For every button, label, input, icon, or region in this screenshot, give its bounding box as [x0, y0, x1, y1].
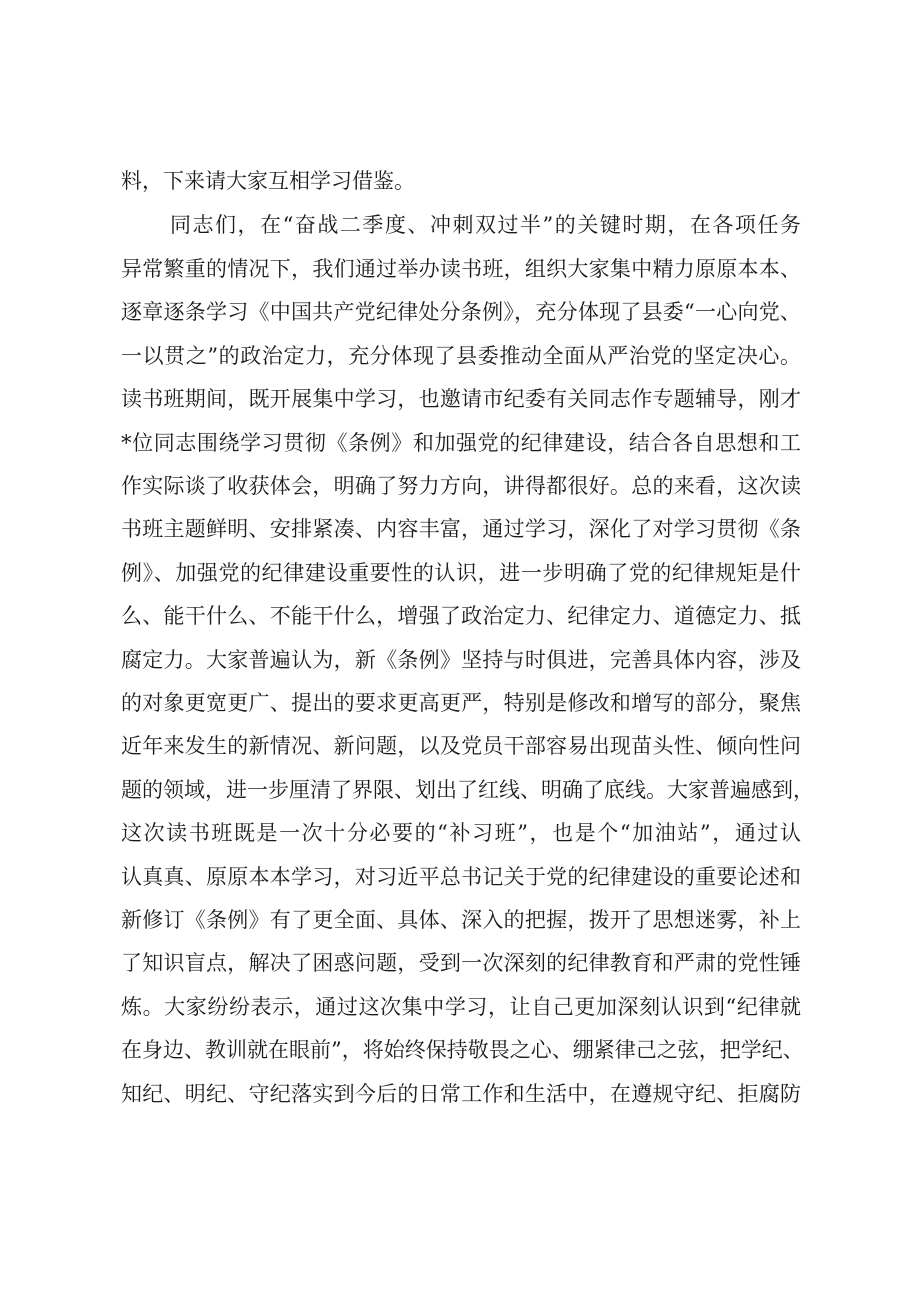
- text-line: 同志们，在“奋战二季度、冲刺双过半”的关键时期，在各项任务: [170, 213, 801, 237]
- text-line: *位同志围绕学习贯彻《条例》和加强党的纪律建设，结合各自思想和工: [121, 431, 801, 455]
- text-line: 知纪、明纪、守纪落实到今后的日常工作和生活中，在遵规守纪、拒腐防: [121, 1082, 801, 1106]
- text-line: 炼。大家纷纷表示，通过这次集中学习，让自己更加深刻认识到“纪律就: [121, 995, 801, 1019]
- text-line: 逐章逐条学习《中国共产党纪律处分条例》，充分体现了县委“一心向党、: [121, 300, 801, 324]
- text-line: 腐定力。大家普遍认为，新《条例》坚持与时俱进，完善具体内容，涉及: [121, 648, 801, 672]
- text-line: 新修订《条例》有了更全面、具体、深入的把握，拨开了思想迷雾，补上: [121, 908, 801, 932]
- text-line: 题的领域，进一步厘清了界限、划出了红线、明确了底线。大家普遍感到，: [121, 778, 814, 802]
- text-line: 作实际谈了收获体会，明确了努力方向，讲得都很好。总的来看，这次读: [121, 474, 801, 498]
- text-line: 的对象更宽更广、提出的要求更高更严，特别是修改和增写的部分，聚焦: [121, 691, 801, 715]
- text-line: 认真真、原原本本学习，对习近平总书记关于党的纪律建设的重要论述和: [121, 865, 801, 889]
- text-line: 么、能干什么、不能干什么，增强了政治定力、纪律定力、道德定力、抵: [121, 604, 801, 628]
- text-line: 在身边、教训就在眼前”，将始终保持敬畏之心、绷紧律己之弦，把学纪、: [121, 1038, 804, 1062]
- text-line: 这次读书班既是一次十分必要的“补习班”，也是个“加油站”，通过认: [121, 821, 801, 845]
- text-line: 读书班期间，既开展集中学习，也邀请市纪委有关同志作专题辅导，刚才: [121, 387, 801, 411]
- text-line: 了知识盲点，解决了困惑问题，受到一次深刻的纪律教育和严肃的党性锤: [121, 951, 801, 975]
- text-line: 一以贯之”的政治定力，充分体现了县委推动全面从严治党的坚定决心。: [121, 344, 801, 368]
- text-line: 例》、加强党的纪律建设重要性的认识，进一步明确了党的纪律规矩是什: [121, 561, 801, 585]
- text-line: 异常繁重的情况下，我们通过举办读书班，组织大家集中精力原原本本、: [121, 257, 801, 281]
- text-line: 近年来发生的新情况、新问题，以及党员干部容易出现苗头性、倾向性问: [121, 734, 801, 758]
- text-line: 书班主题鲜明、安排紧凑、内容丰富，通过学习，深化了对学习贯彻《条: [121, 517, 801, 541]
- text-line: 料，下来请大家互相学习借鉴。: [121, 169, 415, 193]
